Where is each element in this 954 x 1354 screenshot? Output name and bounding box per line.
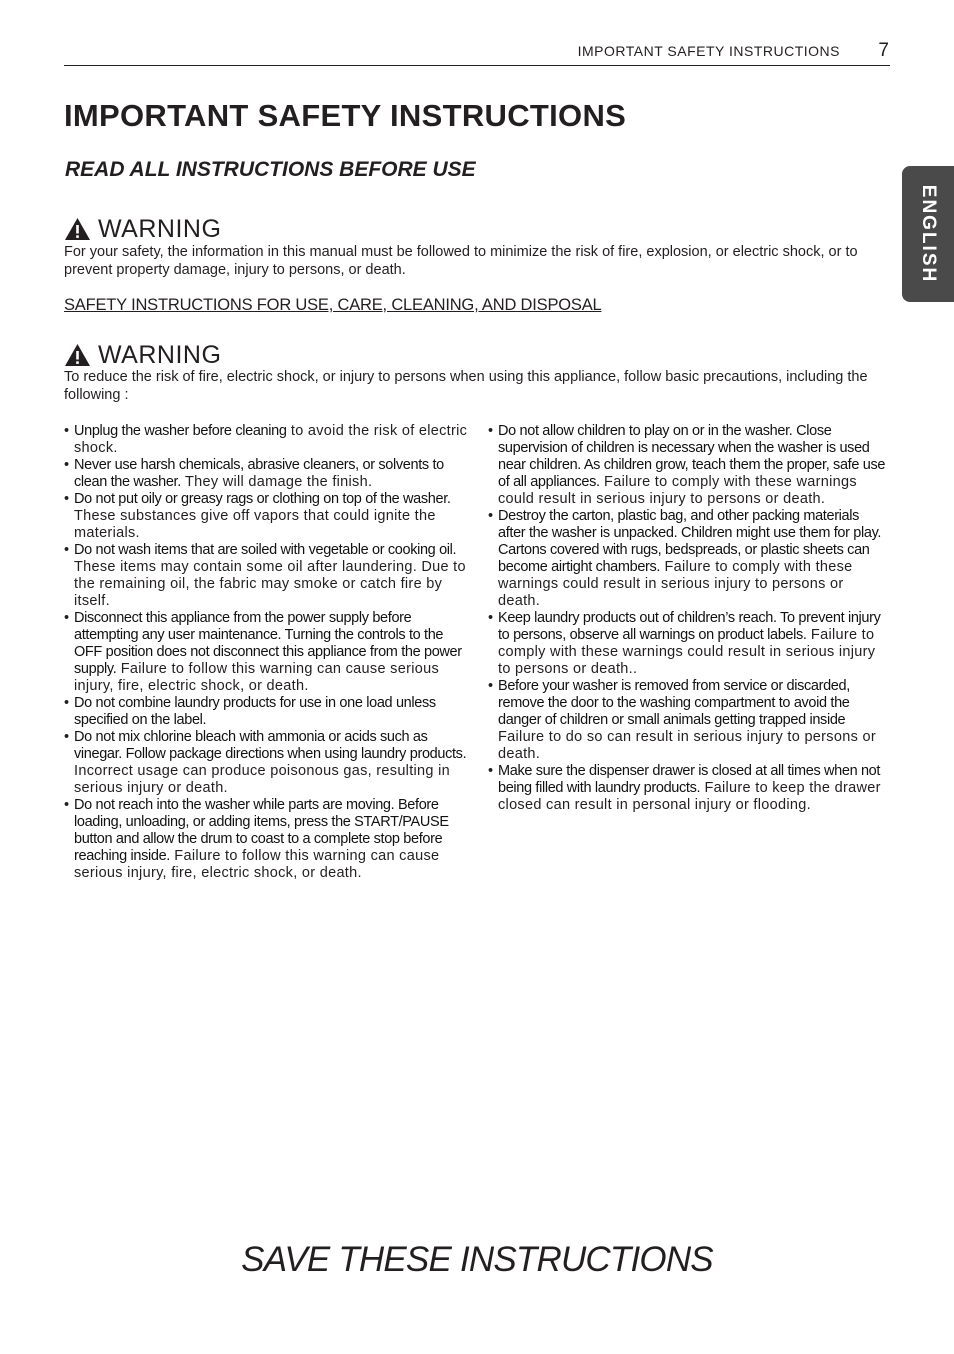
instructions-list-right (488, 423, 888, 814)
list-item: • Do not allow children to play on or in the washer. Close supervision of children is necessary when the washer is used near children. As children grow, teach them the proper, safe use of all appliances. Failure to comply with these warnings could result in serious injury to persons or death. (488, 423, 888, 508)
footer-save-instructions: SAVE THESE INSTRUCTIONS (241, 1240, 713, 1279)
list-item: • Do not put oily or greasy rags or clothing on top of the washer. These substances give off vapors that could ignite the materials. (64, 491, 468, 542)
page-title: IMPORTANT SAFETY INSTRUCTIONS (64, 98, 627, 133)
warning-triangle-icon (64, 217, 91, 241)
warning-heading-2 (64, 340, 221, 370)
list-item: • Do not mix chlorine bleach with ammonia or acids such as vinegar. Follow package directions when using laundry products. Incorrect usage can produce poisonous gas, resulting in serious injury or death. (64, 729, 468, 797)
list-item: • Disconnect this appliance from the power supply before attempting any user maintenance. Turning the controls to the OFF position does not disconnect this appliance from the power supply. Failure to follow this warning can cause serious injury, fire, electric shock, or death. (64, 610, 468, 695)
running-title: IMPORTANT SAFETY INSTRUCTIONS (577, 43, 840, 59)
warning-text-1: For your safety, the information in this manual must be followed to minimize the risk of fire, explosion, or electric shock, or to prevent property damage, injury to persons, or death. (64, 244, 858, 278)
page-number: 7 (878, 40, 889, 61)
list-item: • Destroy the carton, plastic bag, and other packing materials after the washer is unpacked. Children might use them for play. Cartons covered with rugs, bedspreads, or plastic sheets can become airtight chambers. Failure to comply with these warnings could result in serious injury to persons or death. (488, 508, 888, 610)
language-tab-label: ENGLISH (918, 184, 939, 284)
list-item: • Never use harsh chemicals, abrasive cleaners, or solvents to clean the washer. They will damage the finish. (64, 457, 468, 491)
list-item: • Do not reach into the washer while parts are moving. Before loading, unloading, or adding items, press the START/PAUSE button and allow the drum to coast to a complete stop before reaching inside. Failure to follow this warning can cause serious injury, fire, electric shock, or death. (64, 797, 468, 882)
warning-label-1: WARNING (98, 214, 222, 243)
list-item: • Do not combine laundry products for use in one load unless specified on the label. (64, 695, 468, 729)
running-header (64, 40, 890, 66)
instructions-list-left (64, 423, 468, 882)
warning-heading-1 (64, 214, 221, 244)
page-subtitle: READ ALL INSTRUCTIONS BEFORE USE (65, 158, 476, 181)
list-item: • Do not wash items that are soiled with vegetable or cooking oil. These items may contain some oil after laundering. Due to the remaining oil, the fabric may smoke or catch fire by itself. (64, 542, 468, 610)
warning-label-2: WARNING (98, 340, 222, 369)
list-item: • Make sure the dispenser drawer is closed at all times when not being filled with laundry products. Failure to keep the drawer closed can result in personal injury or flooding. (488, 763, 888, 814)
list-item: • Unplug the washer before cleaning to avoid the risk of electric shock. (64, 423, 468, 457)
section-heading: SAFETY INSTRUCTIONS FOR USE, CARE, CLEANING, AND DISPOSAL (64, 296, 602, 314)
warning-text-2: To reduce the risk of fire, electric shock, or injury to persons when using this appliance, follow basic precautions, including the following : (64, 369, 868, 403)
list-item: • Keep laundry products out of children’s reach. To prevent injury to persons, observe all warnings on product labels. Failure to comply with these warnings could result in serious injury to persons or death.. (488, 610, 888, 678)
language-tab[interactable] (902, 166, 954, 302)
warning-triangle-icon (64, 343, 91, 367)
list-item: • Before your washer is removed from service or discarded, remove the door to the washing compartment to avoid the danger of children or small animals getting trapped inside Failure to do so can result in serious injury to persons or death. (488, 678, 888, 763)
